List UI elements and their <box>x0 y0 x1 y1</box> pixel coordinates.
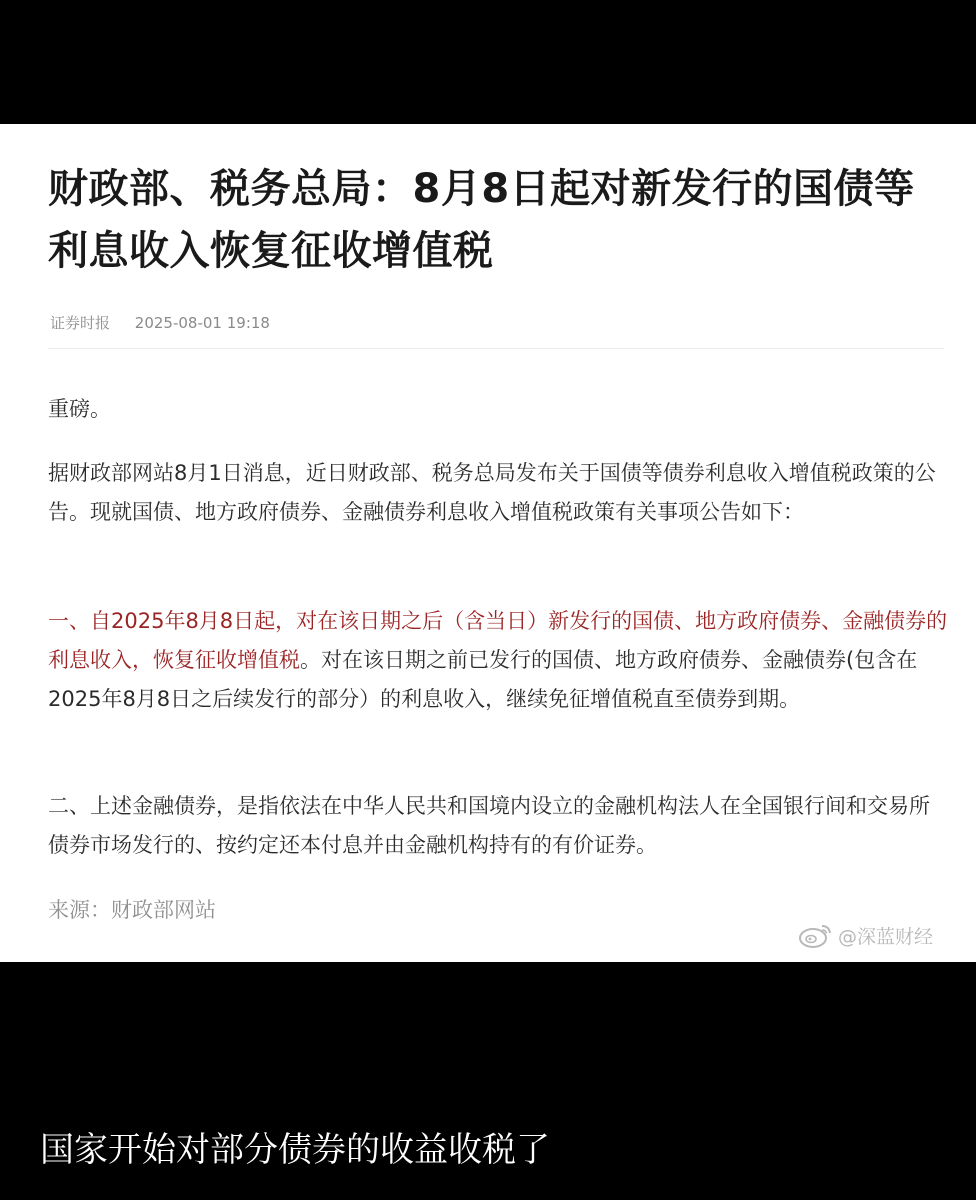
paragraph-intro: 据财政部网站8月1日消息，近日财政部、税务总局发布关于国债等债券利息收入增值税政策的公告。现就国债、地方政府债券、金融债券利息收入增值税政策有关事项公告如下： <box>48 461 936 524</box>
meta-divider <box>48 348 944 349</box>
paragraph-item-two: 二、上述金融债券，是指依法在中华人民共和国境内设立的金融机构法人在全国银行间和交易所债券市场发行的、按约定还本付息并由金融机构持有的有价证券。 <box>48 794 930 857</box>
article-meta <box>50 312 270 333</box>
item-one-prefix: 一、 <box>48 609 90 633</box>
post-caption: 国家开始对部分债券的收益收税了 <box>40 1130 550 1170</box>
article-datetime: 2025-08-01 19:18 <box>134 314 270 332</box>
article-source-note: 来源：财政部网站 <box>48 898 216 922</box>
paragraph-lead: 重磅。 <box>48 397 111 421</box>
article-title: 财政部、税务总局：8月8日起对新发行的国债等利息收入恢复征收增值税 <box>48 166 915 274</box>
item-one-rest: 。对在该日期之前已发行的国债、地方政府债券、金融债券(包含在2025年8月8日之后续发行的部分）的利息收入，继续免征增值税直至债券到期。 <box>48 648 918 711</box>
article-source[interactable]: 证券时报 <box>50 314 111 332</box>
watermark <box>798 921 933 949</box>
paragraph-item-one <box>48 602 948 719</box>
weibo-icon <box>798 921 834 949</box>
watermark-text: @深蓝财经 <box>838 925 934 948</box>
article-card <box>0 124 976 962</box>
item-one-highlight: 自2025年8月8日起，对在该日期之后（含当日）新发行的国债、地方政府债券、金融债券的利息收入，恢复征收增值税 <box>48 609 948 672</box>
